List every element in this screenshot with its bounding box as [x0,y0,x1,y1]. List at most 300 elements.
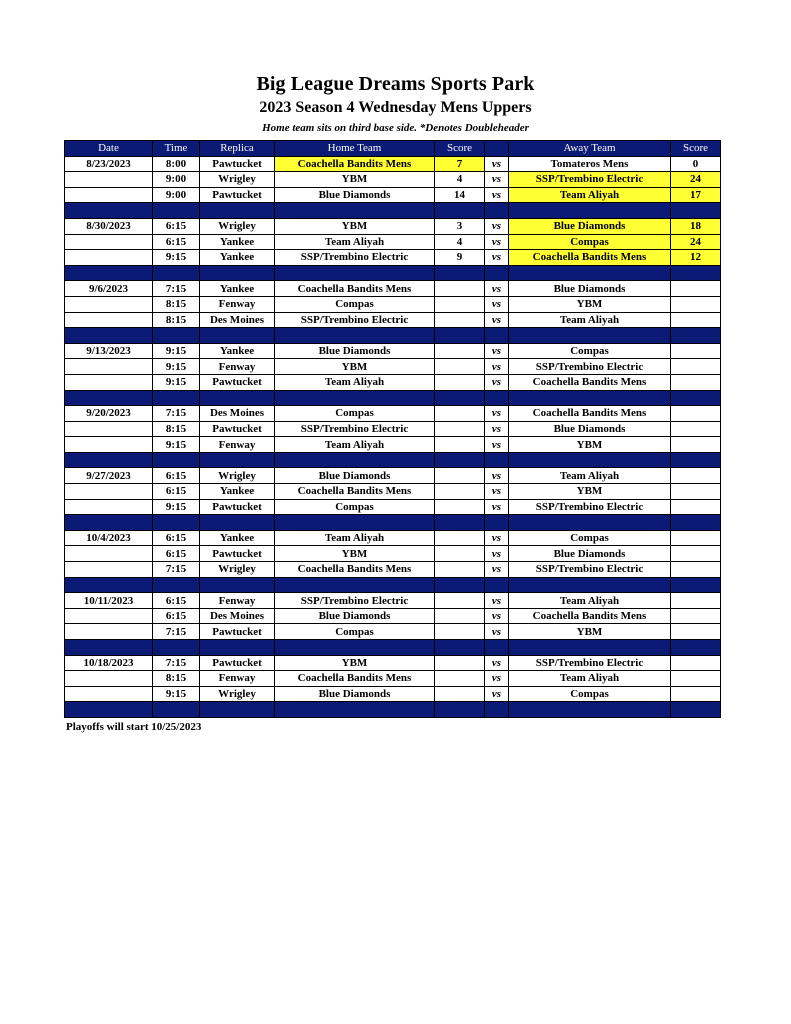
away-score-cell [671,468,721,484]
game-row [65,562,721,578]
home-score-cell [435,421,485,437]
separator-cell [485,265,509,281]
home-score-cell [435,281,485,297]
home-team-cell: Coachella Bandits Mens [275,562,435,578]
date-cell [65,546,153,562]
replica-cell: Pawtucket [200,187,275,203]
home-score-cell [435,343,485,359]
home-team-cell: YBM [275,655,435,671]
home-score-cell [435,671,485,687]
replica-cell: Pawtucket [200,546,275,562]
col-header-vs [485,141,509,157]
away-team-cell: Compas [509,343,671,359]
separator-cell [435,203,485,219]
date-cell [65,234,153,250]
date-cell [65,312,153,328]
home-team-cell: Coachella Bandits Mens [275,671,435,687]
time-cell: 9:15 [153,359,200,375]
separator-cell [509,203,671,219]
home-score-cell [435,296,485,312]
time-cell: 6:15 [153,593,200,609]
separator-cell [671,203,721,219]
separator-cell [275,390,435,406]
separator-cell [153,328,200,344]
away-team-cell: SSP/Trembino Electric [509,172,671,188]
replica-cell: Pawtucket [200,156,275,172]
col-header-away-team: Away Team [509,141,671,157]
away-team-cell: SSP/Trembino Electric [509,499,671,515]
date-cell: 10/18/2023 [65,655,153,671]
time-cell: 6:15 [153,530,200,546]
time-cell: 9:15 [153,437,200,453]
away-score-cell: 18 [671,218,721,234]
game-row [65,250,721,266]
replica-cell: Fenway [200,437,275,453]
date-cell: 8/23/2023 [65,156,153,172]
separator-cell [200,328,275,344]
separator-cell [65,640,153,656]
home-team-cell: Compas [275,296,435,312]
away-score-cell: 0 [671,156,721,172]
game-row [65,499,721,515]
game-row [65,593,721,609]
date-cell [65,296,153,312]
away-score-cell [671,421,721,437]
home-team-cell: Team Aliyah [275,437,435,453]
separator-cell [200,702,275,718]
week-separator-row [65,265,721,281]
week-separator-row [65,390,721,406]
game-row [65,218,721,234]
replica-cell: Pawtucket [200,499,275,515]
col-header-away-score: Score [671,141,721,157]
away-team-cell: Team Aliyah [509,593,671,609]
separator-cell [153,390,200,406]
col-header-replica: Replica [200,141,275,157]
time-cell: 8:15 [153,312,200,328]
separator-cell [200,390,275,406]
away-team-cell: Coachella Bandits Mens [509,608,671,624]
separator-cell [435,515,485,531]
separator-cell [509,452,671,468]
replica-cell: Wrigley [200,218,275,234]
time-cell: 7:15 [153,406,200,422]
away-team-cell: YBM [509,296,671,312]
vs-cell: vs [485,421,509,437]
away-score-cell [671,530,721,546]
separator-cell [671,328,721,344]
separator-cell [435,577,485,593]
home-score-cell: 4 [435,234,485,250]
time-cell: 6:15 [153,468,200,484]
separator-cell [485,640,509,656]
away-score-cell [671,374,721,390]
home-score-cell: 9 [435,250,485,266]
col-header-date: Date [65,141,153,157]
separator-cell [485,203,509,219]
home-team-cell: Blue Diamonds [275,686,435,702]
replica-cell: Des Moines [200,312,275,328]
game-row [65,421,721,437]
away-team-cell: Compas [509,530,671,546]
replica-cell: Yankee [200,343,275,359]
away-score-cell [671,499,721,515]
time-cell: 8:00 [153,156,200,172]
game-row [65,530,721,546]
week-separator-row [65,515,721,531]
away-team-cell: Team Aliyah [509,671,671,687]
vs-cell: vs [485,406,509,422]
separator-cell [509,328,671,344]
game-row [65,187,721,203]
vs-cell: vs [485,218,509,234]
home-team-cell: SSP/Trembino Electric [275,312,435,328]
separator-cell [200,265,275,281]
home-team-cell: Coachella Bandits Mens [275,156,435,172]
away-team-cell: Coachella Bandits Mens [509,374,671,390]
replica-cell: Yankee [200,234,275,250]
home-team-cell: SSP/Trembino Electric [275,593,435,609]
playoffs-note: Playoffs will start 10/25/2023 [66,721,202,733]
home-score-cell [435,546,485,562]
separator-cell [671,577,721,593]
home-team-cell: Blue Diamonds [275,343,435,359]
away-score-cell [671,562,721,578]
time-cell: 8:15 [153,671,200,687]
vs-cell: vs [485,281,509,297]
separator-cell [485,390,509,406]
week-separator-row [65,328,721,344]
time-cell: 6:15 [153,484,200,500]
replica-cell: Fenway [200,296,275,312]
separator-cell [275,702,435,718]
home-score-cell [435,499,485,515]
date-cell [65,499,153,515]
vs-cell: vs [485,359,509,375]
away-team-cell: Tomateros Mens [509,156,671,172]
separator-cell [65,452,153,468]
week-separator-row [65,702,721,718]
away-team-cell: Blue Diamonds [509,546,671,562]
away-team-cell: Blue Diamonds [509,281,671,297]
game-row [65,406,721,422]
date-cell [65,686,153,702]
separator-cell [671,640,721,656]
col-header-time: Time [153,141,200,157]
home-team-cell: Coachella Bandits Mens [275,484,435,500]
home-score-cell [435,686,485,702]
home-team-cell: Compas [275,624,435,640]
separator-cell [671,515,721,531]
time-cell: 6:15 [153,234,200,250]
game-row [65,686,721,702]
game-row [65,484,721,500]
home-team-cell: Team Aliyah [275,374,435,390]
date-cell [65,437,153,453]
away-team-cell: Blue Diamonds [509,421,671,437]
date-cell [65,172,153,188]
time-cell: 9:15 [153,374,200,390]
week-separator-row [65,640,721,656]
week-separator-row [65,203,721,219]
replica-cell: Wrigley [200,686,275,702]
separator-cell [435,640,485,656]
vs-cell: vs [485,156,509,172]
away-team-cell: Compas [509,686,671,702]
away-team-cell: SSP/Trembino Electric [509,359,671,375]
replica-cell: Des Moines [200,608,275,624]
vs-cell: vs [485,234,509,250]
away-score-cell: 24 [671,172,721,188]
page-title: Big League Dreams Sports Park [256,73,535,95]
vs-cell: vs [485,172,509,188]
separator-cell [509,702,671,718]
home-score-cell [435,406,485,422]
game-row [65,671,721,687]
separator-cell [435,390,485,406]
home-score-cell [435,374,485,390]
date-cell: 10/4/2023 [65,530,153,546]
separator-cell [200,577,275,593]
game-row [65,234,721,250]
date-cell: 9/6/2023 [65,281,153,297]
date-cell [65,421,153,437]
date-cell [65,374,153,390]
col-header-home-team: Home Team [275,141,435,157]
away-team-cell: Blue Diamonds [509,218,671,234]
home-team-cell: Compas [275,406,435,422]
home-team-cell: Blue Diamonds [275,608,435,624]
separator-cell [485,702,509,718]
time-cell: 7:15 [153,562,200,578]
replica-cell: Des Moines [200,406,275,422]
date-cell [65,624,153,640]
schedule-note: Home team sits on third base side. *Denotes Doubleheader [262,122,529,134]
separator-cell [485,515,509,531]
separator-cell [153,265,200,281]
away-team-cell: Team Aliyah [509,468,671,484]
date-cell: 9/13/2023 [65,343,153,359]
home-score-cell [435,593,485,609]
vs-cell: vs [485,374,509,390]
separator-cell [435,702,485,718]
game-row [65,312,721,328]
separator-cell [200,640,275,656]
replica-cell: Yankee [200,484,275,500]
time-cell: 8:15 [153,421,200,437]
vs-cell: vs [485,530,509,546]
replica-cell: Pawtucket [200,655,275,671]
away-team-cell: Coachella Bandits Mens [509,250,671,266]
separator-cell [485,452,509,468]
time-cell: 8:15 [153,296,200,312]
time-cell: 9:15 [153,343,200,359]
vs-cell: vs [485,546,509,562]
replica-cell: Yankee [200,281,275,297]
vs-cell: vs [485,484,509,500]
replica-cell: Wrigley [200,562,275,578]
away-team-cell: Coachella Bandits Mens [509,406,671,422]
away-team-cell: Team Aliyah [509,312,671,328]
date-cell [65,359,153,375]
home-score-cell [435,359,485,375]
replica-cell: Fenway [200,593,275,609]
home-team-cell: Compas [275,499,435,515]
date-cell [65,562,153,578]
vs-cell: vs [485,686,509,702]
separator-cell [153,640,200,656]
away-score-cell: 24 [671,234,721,250]
game-row [65,172,721,188]
separator-cell [485,328,509,344]
week-separator-row [65,577,721,593]
replica-cell: Fenway [200,671,275,687]
away-score-cell: 12 [671,250,721,266]
game-row [65,468,721,484]
vs-cell: vs [485,593,509,609]
week-separator-row [65,452,721,468]
separator-cell [153,577,200,593]
separator-cell [65,577,153,593]
separator-cell [275,265,435,281]
time-cell: 9:15 [153,686,200,702]
away-score-cell [671,686,721,702]
home-score-cell [435,437,485,453]
date-cell [65,484,153,500]
vs-cell: vs [485,437,509,453]
separator-cell [671,452,721,468]
home-team-cell: YBM [275,359,435,375]
replica-cell: Yankee [200,250,275,266]
home-score-cell: 4 [435,172,485,188]
away-score-cell [671,437,721,453]
separator-cell [200,452,275,468]
home-score-cell [435,312,485,328]
replica-cell: Yankee [200,530,275,546]
game-row [65,437,721,453]
home-score-cell [435,468,485,484]
separator-cell [65,390,153,406]
separator-cell [275,640,435,656]
date-cell: 9/27/2023 [65,468,153,484]
game-row [65,281,721,297]
home-score-cell [435,608,485,624]
separator-cell [200,203,275,219]
date-cell [65,250,153,266]
separator-cell [671,265,721,281]
home-team-cell: Team Aliyah [275,530,435,546]
separator-cell [153,702,200,718]
game-row [65,546,721,562]
separator-cell [200,515,275,531]
away-team-cell: Team Aliyah [509,187,671,203]
away-score-cell [671,312,721,328]
time-cell: 7:15 [153,281,200,297]
date-cell [65,608,153,624]
away-score-cell [671,281,721,297]
game-row [65,296,721,312]
away-score-cell [671,296,721,312]
home-score-cell: 3 [435,218,485,234]
header-row [65,141,721,157]
home-team-cell: Blue Diamonds [275,468,435,484]
page-subtitle: 2023 Season 4 Wednesday Mens Uppers [259,99,532,116]
away-score-cell [671,359,721,375]
replica-cell: Pawtucket [200,374,275,390]
game-row [65,655,721,671]
vs-cell: vs [485,187,509,203]
away-score-cell [671,608,721,624]
home-score-cell [435,624,485,640]
time-cell: 9:15 [153,499,200,515]
separator-cell [509,640,671,656]
home-team-cell: Coachella Bandits Mens [275,281,435,297]
separator-cell [435,452,485,468]
home-team-cell: SSP/Trembino Electric [275,250,435,266]
separator-cell [65,328,153,344]
date-cell [65,671,153,687]
home-score-cell [435,484,485,500]
vs-cell: vs [485,296,509,312]
date-cell: 8/30/2023 [65,218,153,234]
game-row [65,624,721,640]
vs-cell: vs [485,312,509,328]
home-team-cell: SSP/Trembino Electric [275,421,435,437]
separator-cell [275,328,435,344]
time-cell: 9:00 [153,187,200,203]
separator-cell [435,328,485,344]
time-cell: 6:15 [153,546,200,562]
separator-cell [485,577,509,593]
home-score-cell: 7 [435,156,485,172]
replica-cell: Wrigley [200,172,275,188]
away-score-cell [671,546,721,562]
home-score-cell [435,530,485,546]
replica-cell: Pawtucket [200,421,275,437]
time-cell: 6:15 [153,218,200,234]
away-team-cell: YBM [509,437,671,453]
away-team-cell: SSP/Trembino Electric [509,655,671,671]
separator-cell [153,452,200,468]
away-team-cell: SSP/Trembino Electric [509,562,671,578]
separator-cell [65,203,153,219]
time-cell: 7:15 [153,624,200,640]
separator-cell [671,390,721,406]
time-cell: 6:15 [153,608,200,624]
separator-cell [275,452,435,468]
home-team-cell: Blue Diamonds [275,187,435,203]
separator-cell [509,390,671,406]
away-team-cell: YBM [509,624,671,640]
separator-cell [435,265,485,281]
away-score-cell [671,406,721,422]
home-team-cell: YBM [275,218,435,234]
away-score-cell [671,593,721,609]
away-score-cell [671,343,721,359]
home-score-cell: 14 [435,187,485,203]
vs-cell: vs [485,499,509,515]
time-cell: 9:00 [153,172,200,188]
vs-cell: vs [485,343,509,359]
away-team-cell: Compas [509,234,671,250]
schedule-table [64,140,721,718]
away-score-cell: 17 [671,187,721,203]
separator-cell [509,265,671,281]
home-team-cell: Team Aliyah [275,234,435,250]
home-score-cell [435,655,485,671]
separator-cell [65,265,153,281]
home-score-cell [435,562,485,578]
